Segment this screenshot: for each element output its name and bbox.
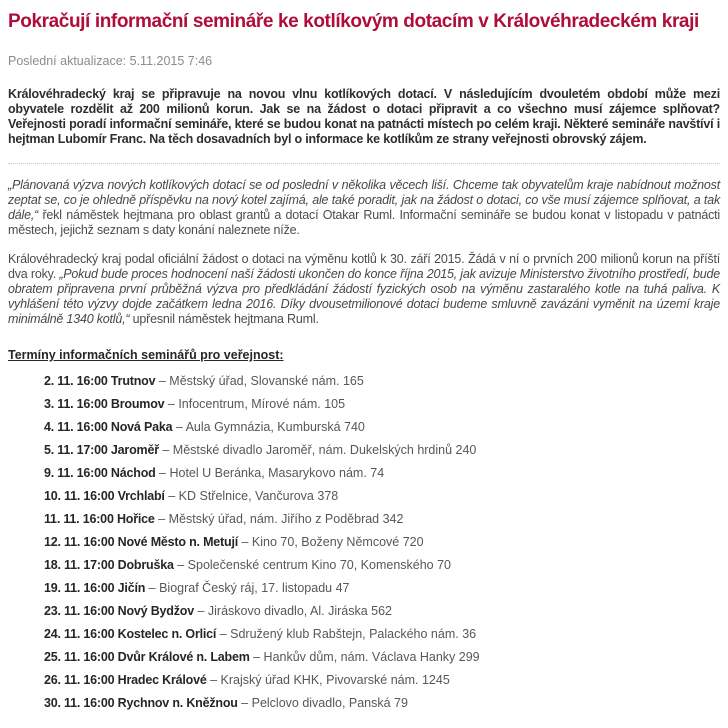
request-attribution: upřesnil náměstek hejtmana Ruml. — [132, 312, 319, 326]
quote-text: „Plánovaná výzva nových kotlíkových dotací se od poslední v několika věcech liší. Chceme tak obyvatelům kraje nabídnout možnost zeptat se, co je ohledně příspěvku na nový kotel zajímá, ale také poradit, jak na žádost o dotaci, co vše musí zájemce splňovat, a tak dále,“ — [8, 178, 720, 222]
dash-separator: – — [158, 374, 166, 388]
seminar-venue: Infocentrum, Mírové nám. 105 — [178, 397, 346, 411]
request-lead: Královéhradecký kraj podal oficiální žádost o dotaci na výměnu kotlů k 30. září 2015. Žádá v ní o prvních 200 milionů korun na příští dva roky. — [8, 252, 720, 281]
seminar-datetime: 10. 11. 16:00 — [44, 489, 115, 503]
seminar-date-city — [44, 512, 155, 526]
seminar-city: Náchod — [110, 466, 156, 480]
dash-separator: – — [241, 696, 249, 710]
dash-separator: – — [197, 604, 205, 618]
dash-separator: – — [148, 581, 156, 595]
seminar-item — [44, 559, 720, 572]
seminar-item — [44, 421, 720, 434]
dash-separator: – — [175, 420, 183, 434]
seminar-city: Nový Bydžov — [117, 604, 194, 618]
seminar-venue: KD Střelnice, Vančurova 378 — [178, 489, 339, 503]
dash-separator: – — [241, 535, 249, 549]
request-quote-text: „Pokud bude proces hodnocení naší žádosti ukončen do konce října 2015, jak avizuje Ministerstvo životního prostředí, bude obratem připravena první průběžná výzva pro předkládání žádostí fyzických osob na výměnu zastaralého kotle na tuhá paliva. K vyhlášení této výzvy dojde začátkem ledna 2016. Díky dvousetmilionové dotaci budeme smluvně zavázáni vyměnit na území kraje minimálně 1340 kotlů,“ — [8, 267, 720, 326]
dash-separator: – — [162, 443, 170, 457]
seminar-item — [44, 605, 720, 618]
seminar-venue: Biograf Český ráj, 17. listopadu 47 — [159, 581, 350, 595]
seminar-datetime: 12. 11. 16:00 — [44, 535, 115, 549]
seminar-date-city — [44, 673, 207, 687]
seminar-item — [44, 513, 720, 526]
dash-separator: – — [210, 673, 218, 687]
seminar-datetime: 3. 11. 16:00 — [44, 397, 108, 411]
seminar-venue: Jiráskovo divadlo, Al. Jiráska 562 — [207, 604, 393, 618]
seminar-date-city — [44, 650, 250, 664]
seminar-venue: Pelclovo divadlo, Panská 79 — [251, 696, 408, 710]
seminar-datetime: 18. 11. 17:00 — [44, 558, 115, 572]
seminar-list — [44, 375, 720, 710]
seminar-city: Broumov — [110, 397, 165, 411]
seminar-datetime: 11. 11. 16:00 — [44, 512, 114, 526]
seminar-date-city — [44, 374, 155, 388]
seminar-item — [44, 444, 720, 457]
paragraph-request — [8, 252, 720, 327]
seminar-venue: Kino 70, Boženy Němcové 720 — [251, 535, 424, 549]
dash-separator: – — [253, 650, 261, 664]
seminar-datetime: 26. 11. 16:00 — [44, 673, 115, 687]
seminar-date-city — [44, 696, 238, 710]
seminar-item — [44, 674, 720, 687]
dash-separator: – — [219, 627, 227, 641]
seminars-heading: Termíny informačních seminářů pro veřejnost: — [8, 348, 284, 362]
article-perex: Královéhradecký kraj se připravuje na novou vlnu kotlíkových dotací. V následujícím dvouletém období může mezi obyvatele rozdělit až 200 milionů korun. Jak se na žádost o dotaci připravit a co všechno musí zájemce splňovat? Veřejnosti poradí informační semináře, které se budou konat na patnácti místech po celém kraji. Některé semináře navštíví i hejtman Lubomír Franc. Na těch dosavadních byl o informace ke kotlíkům ze strany veřejnosti obrovský zájem. — [8, 87, 720, 146]
seminar-city: Dvůr Králové n. Labem — [117, 650, 250, 664]
last-updated-time: 5.11.2015 7:46 — [129, 54, 213, 68]
seminar-item — [44, 651, 720, 664]
seminar-datetime: 23. 11. 16:00 — [44, 604, 115, 618]
seminar-date-city — [44, 443, 159, 457]
seminar-venue: Krajský úřad KHK, Pivovarské nám. 1245 — [220, 673, 450, 687]
seminar-date-city — [44, 535, 238, 549]
seminar-venue: Městský úřad, nám. Jiřího z Poděbrad 342 — [168, 512, 404, 526]
seminar-venue: Aula Gymnázia, Kumburská 740 — [185, 420, 365, 434]
last-updated-label: Poslední aktualizace: — [8, 54, 127, 68]
seminar-city: Nové Město n. Metují — [117, 535, 238, 549]
seminar-datetime: 24. 11. 16:00 — [44, 627, 115, 641]
seminar-city: Jičín — [117, 581, 146, 595]
seminar-item — [44, 628, 720, 641]
seminar-city: Trutnov — [110, 374, 156, 388]
seminar-item — [44, 582, 720, 595]
seminar-venue: Hotel U Beránka, Masarykovo nám. 74 — [169, 466, 385, 480]
seminar-city: Jaroměř — [110, 443, 159, 457]
seminar-city: Kostelec n. Orlicí — [117, 627, 217, 641]
dash-separator: – — [168, 489, 176, 503]
page-title: Pokračují informační semináře ke kotlíkovým dotacím v Královéhradeckém kraji — [8, 11, 699, 32]
seminar-city: Rychnov n. Kněžnou — [117, 696, 238, 710]
seminar-item — [44, 536, 720, 549]
seminar-venue: Hankův dům, nám. Václava Hanky 299 — [263, 650, 480, 664]
seminar-date-city — [44, 420, 172, 434]
seminar-datetime: 25. 11. 16:00 — [44, 650, 115, 664]
seminar-date-city — [44, 397, 164, 411]
paragraph-quote-ruml — [8, 178, 720, 238]
dotted-separator — [8, 163, 720, 164]
dash-separator: – — [167, 397, 175, 411]
seminar-city: Nová Paka — [110, 420, 173, 434]
dash-separator: – — [177, 558, 185, 572]
seminar-datetime: 2. 11. 16:00 — [44, 374, 108, 388]
seminar-datetime: 30. 11. 16:00 — [44, 696, 115, 710]
seminar-date-city — [44, 581, 145, 595]
seminar-date-city — [44, 627, 216, 641]
last-updated — [8, 54, 720, 68]
seminar-date-city — [44, 558, 174, 572]
seminar-city: Hořice — [116, 512, 155, 526]
quote-attribution: řekl náměstek hejtmana pro oblast grantů a dotací Otakar Ruml. Informační semináře se budou konat v listopadu v patnácti městech, jejichž seznam s daty konání naleznete níže. — [8, 208, 720, 237]
seminar-venue: Městský úřad, Slovanské nám. 165 — [169, 374, 364, 388]
seminar-venue: Městské divadlo Jaroměř, nám. Dukelských hrdinů 240 — [172, 443, 477, 457]
seminar-venue: Společenské centrum Kino 70, Komenského 70 — [187, 558, 452, 572]
seminar-item — [44, 467, 720, 480]
seminar-date-city — [44, 489, 165, 503]
seminar-item — [44, 398, 720, 411]
seminar-date-city — [44, 604, 194, 618]
seminar-datetime: 19. 11. 16:00 — [44, 581, 115, 595]
dash-separator: – — [159, 466, 166, 480]
seminar-datetime: 4. 11. 16:00 — [44, 420, 108, 434]
seminar-item — [44, 697, 720, 710]
seminar-city: Hradec Králové — [117, 673, 207, 687]
seminar-datetime: 9. 11. 16:00 — [44, 466, 108, 480]
dash-separator: – — [158, 512, 166, 526]
seminar-city: Vrchlabí — [117, 489, 165, 503]
seminar-city: Dobruška — [117, 558, 174, 572]
seminar-item — [44, 490, 720, 503]
seminar-datetime: 5. 11. 17:00 — [44, 443, 108, 457]
seminar-item — [44, 375, 720, 388]
seminar-date-city — [44, 466, 156, 480]
seminar-venue: Sdružený klub Rabštejn, Palackého nám. 36 — [230, 627, 477, 641]
